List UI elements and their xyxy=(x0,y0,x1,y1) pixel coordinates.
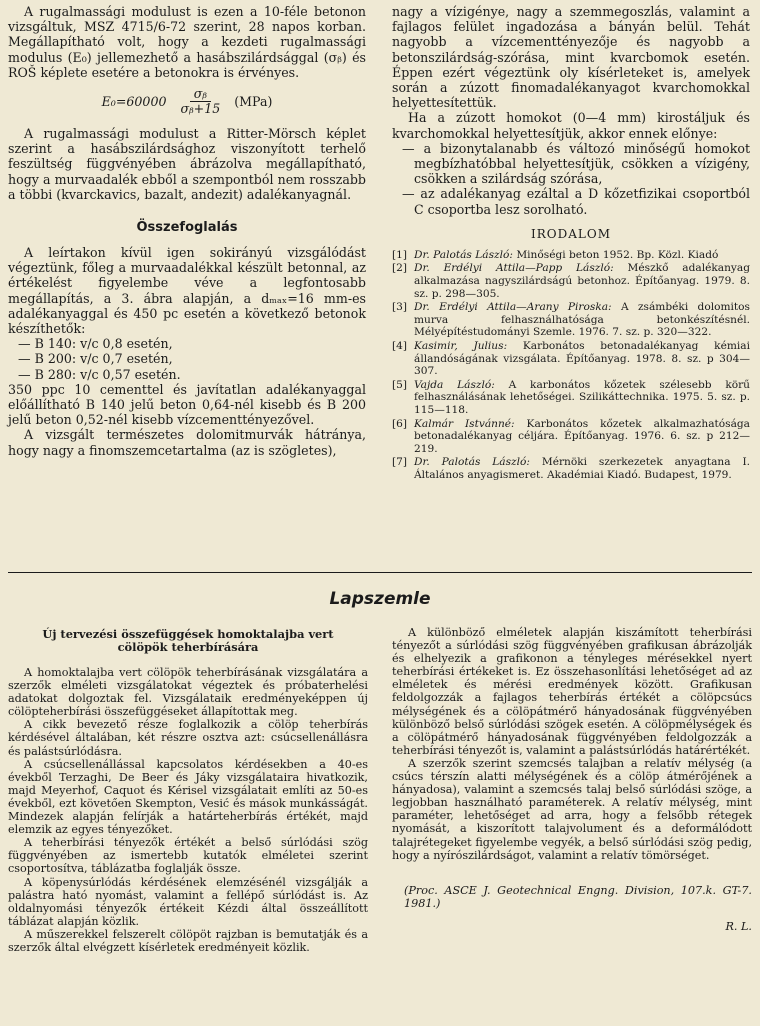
formula-fraction xyxy=(176,87,224,116)
list-item: — B 140: v/c 0,8 esetén, xyxy=(18,336,173,352)
paragraph: A műszerekkel felszerelt cölöpöt rajzban is bemutatják és a szerzők által elvégzett kísérletek eredményeit közlik. xyxy=(8,927,368,954)
paragraph: A homoktalajba vert cölöpök teherbírásának vizsgálatára a szerzők elméleti vizsgálatokat végeztek és próbaterhelési adatokat dolgoztak fel. Vizsgálataik eredményeképpen új cölöpteherbírási összefüggéseket állapítottak meg. xyxy=(8,666,368,719)
reference-text: A zsámbéki dolomitos murva felhasználhatósága betonkészítésnél. Mélyépítéstudományi Szemle. 1976. 7. sz. p. 320—322. xyxy=(414,301,750,339)
formula-unit: (MPa) xyxy=(234,94,273,110)
reference-number: [5] xyxy=(392,378,408,391)
reference-text: Mérnöki szerkezetek anyagtana I. Általános anyagismeret. Akadémiai Kiadó. Budapest, 1979. xyxy=(414,456,750,481)
article-title xyxy=(8,628,368,654)
reference-item xyxy=(392,301,750,339)
paragraph: A teherbírási tényezők értékét a belső súrlódási szög függvényében az ismertebb kutatók elméletei szerint csoportosítva, táblázatba foglalják össze. xyxy=(8,836,368,876)
right-column xyxy=(392,4,750,483)
paragraph: nagy a vízigénye, nagy a szemmegoszlás, valamint a fajlagos felület ingadozása a bányán belül. Tehát nagyobb a vízcementtényezője és nagyobb a betonszilárdság-szórása, mint kvarcbomok esetén. Éppen ezért végeztünk oly kísérleteket is, amelyek során a zúzott finomadalékanyagot kvarchomokkal helyettesítettük. xyxy=(392,4,750,111)
reference-text: Minőségi beton 1952. Bp. Közl. Kiadó xyxy=(512,248,719,261)
reference-text: Mészkő adalékanyag alkalmazása nagyszilárdságú betonhoz. Építőanyag. 1979. 8. sz. p. 298—305. xyxy=(414,262,750,300)
list-item: — B 280: v/c 0,57 esetén. xyxy=(18,366,181,382)
reference-number: [4] xyxy=(392,340,408,352)
reference-item xyxy=(392,249,750,262)
section-title: Összefoglalás xyxy=(136,220,238,236)
review-left-column xyxy=(8,628,368,954)
advantages-list xyxy=(392,141,750,217)
formula-lhs: E₀=60000 xyxy=(101,94,167,110)
reference-author: Kalmár Istvánné: xyxy=(414,417,515,430)
formula-numerator: σᵦ xyxy=(190,87,211,102)
reference-number: [6] xyxy=(392,417,408,430)
left-column xyxy=(8,4,366,458)
reference-text: A karbonátos kőzetek szélesebb körű felhasználásának lehetőségei. Szilikáttechnika. 1975. 5. sz. p. 115—118. xyxy=(414,378,751,416)
formula xyxy=(8,87,366,116)
formula-denominator: σᵦ+15 xyxy=(180,101,221,117)
reference-author: Dr. Palotás László: xyxy=(414,456,530,469)
article-title-line: cölöpök teherbírására xyxy=(117,640,259,654)
reviewer-signature: R. L. xyxy=(725,919,752,933)
reference-number: [2] xyxy=(392,262,408,275)
review-right-column xyxy=(392,626,752,933)
section-divider xyxy=(8,572,752,573)
paragraph: Ha a zúzott homokot (0—4 mm) kirostáljuk és kvarchomokkal helyettesítjük, akkor ennek előnye: xyxy=(392,110,750,141)
concrete-list xyxy=(8,336,366,382)
paragraph: A szerzők szerint szemcsés talajban a relatív mélység (a csúcs térszín alatti mélységének és a cölöp átmérőjének a hányadosa), valamint a szemcsés talaj belső súrlódási szöge, a legjobban használható paraméterek. A relatív mélység, mint paraméter, lehetőséget ad arra, hogy a felsőbb rétegek nyomását, a kiszorított talajvolument és a deformálódott talajrétegeket figyelembe vegyék, a belső súrlódási szög pedig, hogy a nyírószilárdságot, valamint a relatív tömörséget. xyxy=(392,756,752,862)
source-citation: (Proc. ASCE J. Geotechnical Engng. Division, 107.k. GT-7. 1981.) xyxy=(404,883,752,910)
paragraph: A rugalmassági modulust is ezen a 10-féle betonon vizsgáltuk, MSZ 4715/6-72 szerint, 28 napos korban. Megállapítható volt, hogy a kezdeti rugalmassági modulus (E₀) jellemezhető a hasábszilárdsággal (σᵦ) és ROŠ képlete esetére a betonokra is érvényes. xyxy=(8,4,366,80)
paragraph: 350 ppc 10 cementtel és javítatlan adalékanyaggal előállítható B 140 jelű beton 0,64-nél kisebb és B 200 jelű beton 0,52-nél kisebb vízcementtényezővel. xyxy=(8,381,366,428)
references-list xyxy=(392,249,750,482)
reference-author: Vajda László: xyxy=(414,378,495,391)
paragraph: A különböző elméletek alapján kiszámított teherbírási tényezőt a súrlódási szög függvényében grafikusan ábrázolják és elhelyezik a grafikonon a tényleges mérésekkel nyert teherbírási értékeket is. Ez összehasonlítási lehetőséget ad az elméletek és mérési eredmények között. Grafikusan feldolgozzák a fajlagos teherbírás értékét a cölöpcsúcs mélységének és a cölöpátmérő hányadosának függvényében különböző belső súrlódási szögek esetén. A cölöpmélységek és a cölöpátmérő hányadosának függvényében feldolgozzák a teherbírási tényezőt is, valamint a palástsúrlódás határértékét. xyxy=(392,626,752,757)
list-item: — a bizonytalanabb és változó minőségű homokot megbízhatóbbal helyettesítjük, csökken a vízigény, csökken a szilárdság szórása, xyxy=(402,140,750,187)
reference-item xyxy=(392,262,750,300)
list-item: — B 200: v/c 0,7 esetén, xyxy=(18,351,173,367)
list-item: — az adalékanyag ezáltal a D kőzetfizikai csoportból C csoportba lesz sorolható. xyxy=(402,186,750,217)
reference-number: [3] xyxy=(392,301,408,314)
reference-author: Dr. Erdélyi Attila—Arany Piroska: xyxy=(414,301,612,314)
reference-item xyxy=(392,456,750,481)
reference-text: Karbonátos kőzetek alkalmazhatósága betonadalékanyag céljára. Építőanyag. 1976. 6. sz. p 212—219. xyxy=(414,417,750,455)
reference-item xyxy=(392,340,750,378)
paragraph: A leírtakon kívül igen sokirányú vizsgálódást végeztünk, főleg a murvaadalékkal készült betonnal, az értékelést figyelembe véve a legfontosabb megállapítás, a 3. ábra alapján, a dₘₐₓ=16 mm-es adalékanyaggal és 450 pc esetén a következő betonok készíthetők: xyxy=(8,245,366,337)
paragraph: A cikk bevezető része foglalkozik a cölöp teherbírás kérdésével általában, két részre osztva azt: csúcsellenállásra és palástsúrlódásra. xyxy=(8,718,368,758)
reference-author: Kasimir, Julius: xyxy=(414,340,508,352)
paragraph: A rugalmassági modulust a Ritter-Mörsch képlet szerint a hasábszilárdsághoz viszonyított terhelő feszültség függvényében ábrázolva megállapítható, hogy a murvaadalék ebből a szempontból nem rosszabb a többi (kvarckavics, bazalt, andezit) adalékanyagnál. xyxy=(8,126,366,202)
references-heading: IRODALOM xyxy=(531,226,611,241)
article-title-line: Új tervezési összefüggések homoktalajba vert xyxy=(42,627,334,641)
reference-author: Dr. Erdélyi Attila—Papp László: xyxy=(414,262,614,275)
reference-number: [7] xyxy=(392,456,408,469)
reference-item xyxy=(392,418,750,456)
paragraph: A köpenysúrlódás kérdésének elemzésénél vizsgálják a palástra ható nyomást, valamint a fellépő súrlódást is. Az oldalnyomási tényezők értékeit Kézdi által összeállított táblázat alapján közlik. xyxy=(8,875,368,928)
reference-number: [1] xyxy=(392,248,408,261)
review-section-title: Lapszemle xyxy=(329,589,431,609)
paragraph: A vizsgált természetes dolomitmurvák hátránya, hogy nagy a finomszemcetartalma (az is szögletes), xyxy=(8,427,366,458)
paragraph: A csúcsellenállással kapcsolatos kérdésekben a 40-es évekből Terzaghi, De Beer és Jáky vizsgálataira hivatkozik, majd Meyerhof, Caquot és Kérisel vizsgálatait említi az 50-es évekből, ezt követően Skempton, Vesić és mások munkásságát. Mindezek alapján felírják a határteherbírás értékét, majd elemzik az egyes tényezőket. xyxy=(8,757,368,837)
reference-text: Karbonátos betonadalékanyag kémiai állandóságának vizsgálata. Építőanyag. 1978. 8. sz. p 304—307. xyxy=(414,340,750,378)
reference-author: Dr. Palotás László: xyxy=(414,248,513,261)
reference-item xyxy=(392,379,750,417)
